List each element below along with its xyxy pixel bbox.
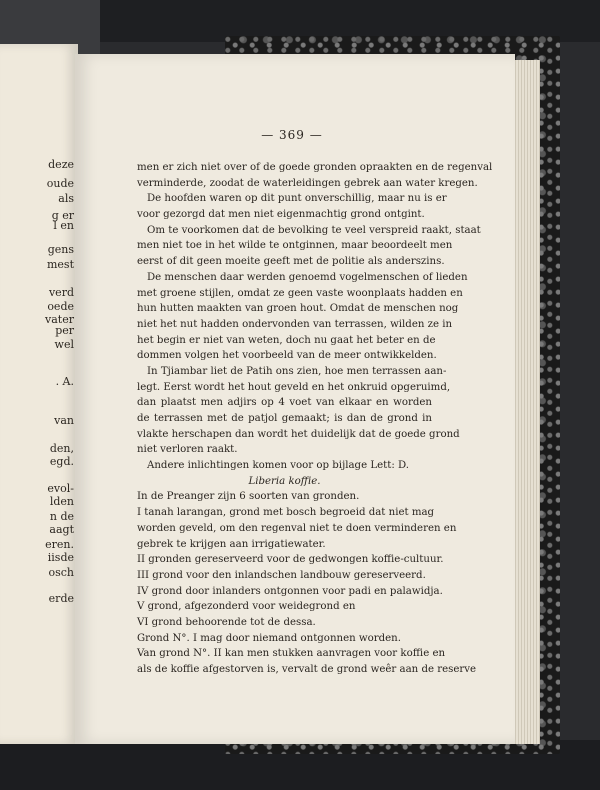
left-page-fragment: als (58, 192, 74, 205)
text-line: De hoofden waren op dit punt onverschillig, maar nu is er (147, 193, 447, 205)
text-line: vlakte herschapen dan wordt het duidelijk dat de goede grond (137, 428, 460, 440)
text-line: met groene stijlen, omdat ze geen vaste woonplaats hadden en (137, 287, 463, 299)
left-page-fragment: erde (48, 592, 74, 605)
left-page-fragment: l en (53, 219, 74, 232)
text-line: I tanah larangan, grond met bosch begroeid dat niet mag (137, 507, 435, 519)
text-line: V grond, afgezonderd voor weidegrond en (137, 601, 356, 613)
page-number: — 369 — (261, 128, 323, 142)
text-line: niet verloren raakt. (137, 444, 238, 456)
text-line: legt. Eerst wordt het hout geveld en het onkruid opgeruimd, (137, 381, 451, 393)
left-page (0, 44, 78, 744)
text-line: Andere inlichtingen komen voor op bijlage Lett: D. (147, 460, 410, 472)
text-line: de terrassen met de patjol gemaakt; is dan de grond in (137, 413, 432, 424)
text-line: gebrek te krijgen aan irrigatiewater. (137, 538, 326, 550)
left-page-fragment: gens (47, 243, 74, 256)
text-line: het begin er niet van weten, doch nu gaat het beter en de (137, 334, 436, 346)
left-page-fragment: eren. (45, 538, 74, 551)
text-line: IV grond door inlanders ontgonnen voor padi en palawidja. (137, 585, 443, 597)
text-line: dan plaatst men adjirs op 4 voet van elkaar en worden (137, 397, 432, 409)
text-line: voor gezorgd dat men niet eigenmachtig grond ontgint. (137, 209, 425, 221)
text-line: Van grond N°. II kan men stukken aanvragen voor koffie en (137, 648, 446, 660)
text-line: men er zich niet over of de goede gronden opraakten en de regenval (137, 162, 493, 173)
text-line: In de Preanger zijn 6 soorten van gronden. (137, 491, 360, 503)
text-line: In Tjiambar liet de Patih ons zien, hoe men terrassen aan- (147, 365, 447, 377)
left-page-fragment: mest (46, 258, 74, 271)
text-line: hun hutten maakten van groen hout. Omdat de menschen nog (137, 303, 459, 315)
left-page-fragment: den, (49, 442, 74, 455)
text-line: II gronden gereserveerd voor de gedwongen koffie-cultuur. (137, 554, 444, 566)
text-line: Grond N°. I mag door niemand ontgonnen worden. (137, 632, 401, 644)
left-page-fragment: lden (49, 495, 74, 508)
text-line: als de koffie afgestorven is, vervalt de grond weêr aan de reserve (137, 664, 477, 675)
left-page-fragment: iisde (47, 551, 74, 564)
left-page-fragment: evol- (47, 482, 74, 495)
text-line: De menschen daar werden genoemd vogelmenschen of lieden (147, 271, 468, 283)
text-line: III grond voor den inlandschen landbouw gereserveerd. (137, 569, 426, 581)
section-heading: Liberia koffie. (248, 475, 321, 487)
left-page-fragment: aagt (49, 523, 74, 536)
text-line: men niet toe in het wilde te ontginnen, maar beoordeelt men (137, 240, 453, 252)
left-page-fragment: per (55, 324, 74, 337)
text-line: verminderde, zoodat de waterleidingen gebrek aan water kregen. (137, 177, 478, 189)
left-page-fragment: van (54, 414, 74, 427)
left-page-fragment: wel (54, 338, 74, 351)
left-page-fragment: osch (48, 566, 74, 579)
left-page-fragment: n de (49, 510, 74, 523)
page-text (137, 160, 493, 678)
text-line: dommen volgen het voorbeeld van de meer ontwikkelden. (137, 350, 437, 362)
left-page-fragment: oede (47, 300, 74, 313)
text-line: niet het nut hadden ondervonden van terrassen, wilden ze in (137, 318, 453, 330)
left-page-fragment: g er (51, 209, 74, 222)
text-line: Om te voorkomen dat de bevolking te veel verspreid raakt, staat (147, 224, 481, 236)
text-line: worden geveld, om den regenval niet te doen verminderen en (137, 522, 457, 534)
left-page-fragment: oude (46, 177, 74, 190)
text-line: VI grond behoorende tot de dessa. (137, 616, 316, 628)
left-page-fragment: deze (48, 158, 74, 171)
left-page-fragment: egd. (49, 455, 74, 468)
text-line: eerst of dit geen moeite geeft met de politie als anderszins. (137, 256, 445, 268)
left-page-fragment: verd (48, 286, 74, 299)
left-page-fragment: . A. (55, 375, 74, 388)
left-page-fragment: vater (45, 313, 74, 326)
